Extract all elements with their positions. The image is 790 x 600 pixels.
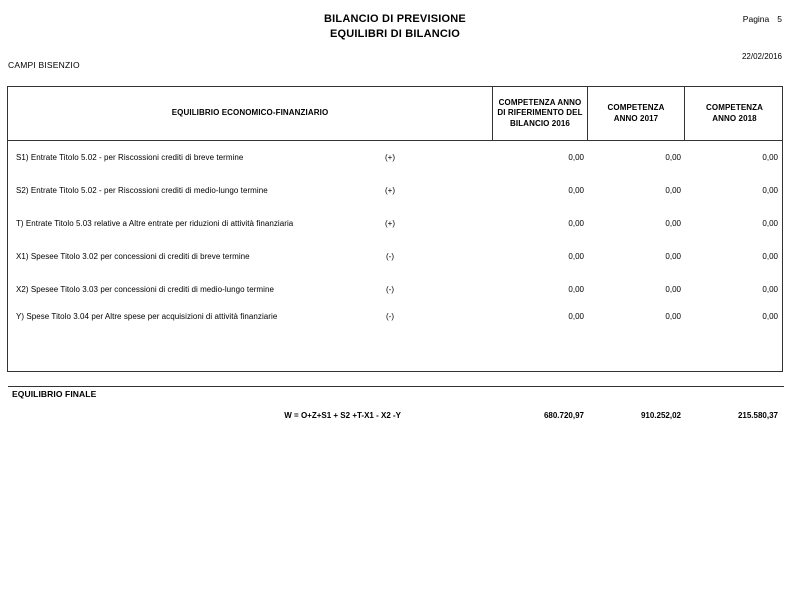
row-value-2018: 0,00 [762, 153, 778, 162]
row-value-2016: 0,00 [568, 312, 584, 321]
table-row [8, 281, 784, 299]
row-value-2018: 0,00 [762, 186, 778, 195]
column-header-2018-line2: ANNO 2018 [712, 113, 757, 123]
page-number-value: 5 [777, 14, 782, 24]
row-sign: (+) [385, 186, 395, 195]
row-value-2016: 0,00 [568, 186, 584, 195]
column-header-2018-line1: COMPETENZA [706, 103, 763, 112]
column-header-2017-line1: COMPETENZA [607, 103, 665, 112]
column-header-description: EQUILIBRIO ECONOMICO-FINANZIARIO [171, 108, 329, 118]
row-sign: (-) [386, 285, 394, 294]
row-value-2017: 0,00 [665, 186, 681, 195]
row-value-2017: 0,00 [665, 252, 681, 261]
final-row-formula: W = O+Z+S1 + S2 +T-X1 - X2 -Y [284, 411, 401, 420]
equilibri-table [7, 86, 783, 420]
column-header-competenza-2016 [492, 87, 587, 140]
table-header-row [8, 87, 782, 141]
table-row [8, 149, 784, 167]
page-header [0, 0, 790, 80]
row-value-2016: 0,00 [568, 252, 584, 261]
column-header-2016-line1: COMPETENZA ANNO [498, 97, 582, 107]
row-value-2016: 0,00 [568, 285, 584, 294]
row-value-2018: 0,00 [762, 219, 778, 228]
column-header-competenza-2018 [684, 87, 784, 140]
document-title-line2: EQUILIBRI DI BILANCIO [329, 28, 461, 40]
entity-name: CAMPI BISENZIO [8, 60, 80, 70]
document-date: 22/02/2016 [741, 52, 782, 61]
row-sign: (+) [385, 153, 395, 162]
table-body [8, 141, 782, 420]
final-row-label: EQUILIBRIO FINALE [12, 389, 97, 399]
row-value-2018: 0,00 [762, 312, 778, 321]
row-value-2016: 0,00 [568, 219, 584, 228]
row-sign: (-) [386, 312, 394, 321]
column-header-competenza-2017 [587, 87, 684, 140]
row-label: X1) Spesee Titolo 3.02 per concessioni di crediti di breve termine [16, 252, 250, 261]
table-row [8, 308, 784, 326]
row-label: Y) Spese Titolo 3.04 per Altre spese per acquisizioni di attività finanziarie [16, 312, 278, 321]
row-value-2017: 0,00 [665, 285, 681, 294]
row-sign: (+) [385, 219, 395, 228]
row-label: T) Entrate Titolo 5.03 relative a Altre entrate per riduzioni di attività finanziaria [16, 219, 294, 228]
column-header-2017-line2: ANNO 2017 [613, 113, 659, 123]
row-value-2017: 0,00 [665, 219, 681, 228]
row-value-2017: 0,00 [665, 312, 681, 321]
row-label: S1) Entrate Titolo 5.02 - per Riscossioni crediti di breve termine [16, 153, 244, 162]
row-label: S2) Entrate Titolo 5.02 - per Riscossioni crediti di medio-lungo termine [16, 186, 268, 195]
final-value-2018: 215.580,37 [737, 411, 778, 420]
row-sign: (-) [386, 252, 394, 261]
row-value-2018: 0,00 [762, 252, 778, 261]
row-value-2016: 0,00 [568, 153, 584, 162]
final-value-2017: 910.252,02 [640, 411, 681, 420]
document-title-line1: BILANCIO DI PREVISIONE [324, 13, 466, 25]
row-value-2017: 0,00 [665, 153, 681, 162]
row-label: X2) Spesee Titolo 3.03 per concessioni di crediti di medio-lungo termine [16, 285, 274, 294]
table-row [8, 182, 784, 200]
table-row [8, 215, 784, 233]
final-value-2016: 680.720,97 [543, 411, 584, 420]
page-number [743, 14, 782, 24]
column-header-2016-line3: BILANCIO 2016 [510, 118, 570, 128]
final-row-separator [8, 386, 784, 387]
page-number-label: Pagina [742, 14, 770, 24]
row-value-2018: 0,00 [762, 285, 778, 294]
table-row [8, 248, 784, 266]
column-header-2016-line2: DI RIFERIMENTO DEL [497, 108, 583, 118]
document-title [0, 12, 790, 42]
